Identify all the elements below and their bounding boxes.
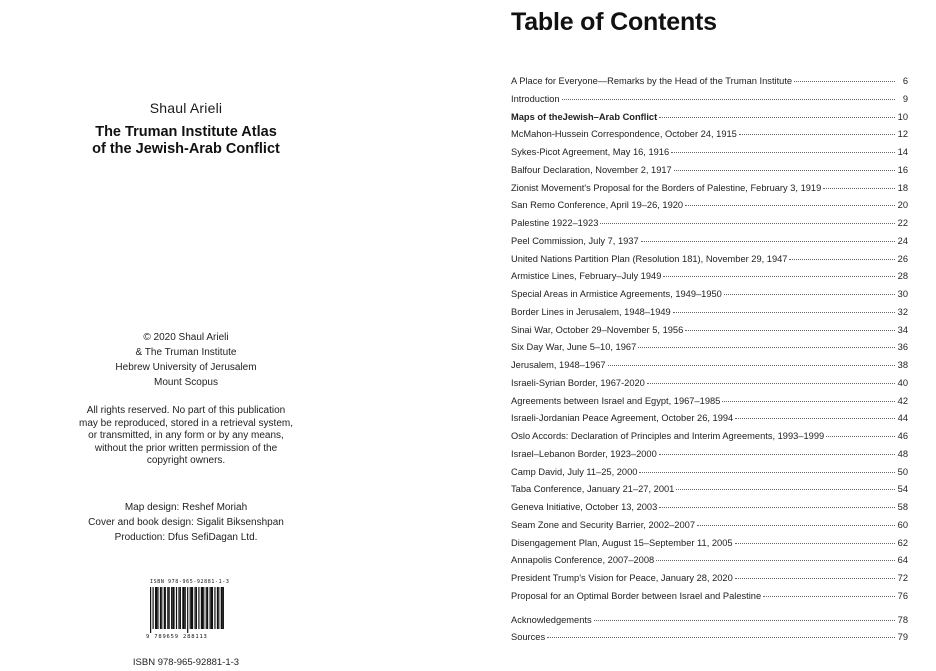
toc-entry-page: 54 (897, 484, 908, 495)
toc-entry[interactable] (511, 396, 908, 414)
toc-entry[interactable] (511, 218, 908, 236)
toc-entry-page: 20 (897, 200, 908, 211)
toc-dot-leader (608, 364, 895, 366)
toc-entry-page: 22 (897, 218, 908, 228)
toc-dot-leader (735, 417, 894, 419)
toc-dot-leader (724, 293, 895, 295)
toc-entry-title: Disengagement Plan, August 15–September 11, 2005 (511, 537, 733, 548)
toc-dot-leader (674, 169, 895, 171)
barcode-image (150, 587, 224, 633)
credit-line: Cover and book design: Sigalit Biksenshpan (88, 517, 284, 528)
toc-entry-page: 62 (897, 537, 908, 548)
toc-entry[interactable] (511, 94, 908, 112)
toc-dot-leader (685, 204, 895, 206)
toc-entry[interactable] (511, 573, 908, 591)
toc-dot-leader (763, 595, 895, 597)
rights-line: copyright owners. (146, 455, 226, 466)
toc-entry-title: Israeli-Jordanian Peace Agreement, October 26, 1994 (511, 413, 734, 424)
toc-entry-page: 26 (897, 253, 908, 264)
toc-entry-page: 64 (897, 555, 908, 566)
toc-entry-page: 30 (897, 289, 908, 299)
toc-entry-page: 24 (897, 235, 908, 246)
toc-dot-leader (562, 98, 895, 100)
toc-entry-page: 72 (897, 573, 908, 583)
toc-entry-page: 76 (897, 590, 908, 601)
toc-dot-leader (676, 488, 894, 490)
toc-entry-page: 28 (897, 271, 908, 282)
toc-entry[interactable] (511, 520, 908, 538)
toc-dot-leader (735, 577, 895, 579)
toc-entry[interactable] (511, 200, 908, 218)
toc-entry-title: Special Areas in Armistice Agreements, 1949–1950 (511, 289, 722, 299)
barcode-isbn-label: ISBN 978-965-92881-1-3 (150, 579, 230, 585)
toc-entry-title: Border Lines in Jerusalem, 1948–1949 (511, 306, 671, 317)
toc-entry-page: 60 (897, 519, 908, 530)
right-page (468, 0, 936, 671)
book-title-line-1: The Truman Institute Atlas (95, 124, 277, 140)
toc-dot-leader (794, 80, 895, 82)
toc-dot-leader (685, 329, 894, 331)
toc-entry[interactable] (511, 236, 908, 254)
toc-entry-title: Peel Commission, July 7, 1937 (511, 235, 639, 246)
toc-entry[interactable] (511, 360, 908, 378)
toc-entry-page: 14 (897, 147, 908, 157)
toc-entry-title: Introduction (511, 93, 560, 104)
toc-entry-page: 9 (902, 93, 908, 104)
toc-dot-leader (697, 524, 895, 526)
toc-dot-leader (739, 133, 895, 135)
toc-entry[interactable] (511, 449, 908, 467)
copyright-line: © 2020 Shaul Arieli (143, 332, 229, 343)
toc-entry-page: 6 (902, 76, 908, 86)
toc-entry-title: President Trump's Vision for Peace, January 28, 2020 (511, 573, 733, 583)
toc-dot-leader (663, 275, 894, 277)
copyright-line: & The Truman Institute (135, 347, 237, 358)
copyright-line: Mount Scopus (154, 377, 218, 388)
toc-dot-leader (722, 400, 894, 402)
toc-dot-leader (673, 311, 895, 313)
barcode-digits: 9 789659 288113 (146, 634, 208, 640)
toc-entry[interactable] (511, 271, 908, 289)
toc-entry[interactable] (511, 342, 908, 360)
toc-heading: Table of Contents (511, 8, 717, 36)
toc-entry-title: Geneva Initiative, October 13, 2003 (511, 502, 658, 512)
toc-entry-title: Balfour Declaration, November 2, 1917 (511, 164, 672, 175)
toc-entry[interactable] (511, 165, 908, 183)
toc-entry[interactable] (511, 632, 908, 650)
toc-dot-leader (826, 435, 894, 437)
toc-entry[interactable] (511, 183, 908, 201)
toc-entry[interactable] (511, 76, 908, 94)
toc-entry[interactable] (511, 147, 908, 165)
copyright-line: Hebrew University of Jerusalem (115, 362, 257, 373)
toc-entry[interactable] (511, 555, 908, 573)
toc-entry-title: Sinai War, October 29–November 5, 1956 (511, 324, 684, 335)
toc-dot-leader (547, 636, 895, 638)
toc-entry-page: 44 (897, 413, 908, 424)
toc-entry-page: 34 (897, 324, 908, 335)
toc-entry[interactable] (511, 289, 908, 307)
toc-entry[interactable] (511, 325, 908, 343)
toc-entry-title: Six Day War, June 5–10, 1967 (511, 342, 637, 353)
toc-entry-page: 78 (897, 614, 908, 625)
toc-entry-title: McMahon-Hussein Correspondence, October 24, 1915 (511, 129, 737, 140)
copyright-block (0, 330, 372, 390)
toc-entry-page: 38 (897, 360, 908, 370)
toc-entry-title: Acknowledgements (511, 614, 592, 625)
toc-dot-leader (641, 240, 895, 242)
toc-entry[interactable] (511, 112, 908, 130)
toc-entry[interactable] (511, 538, 908, 556)
toc-entry[interactable] (511, 431, 908, 449)
rights-notice (0, 405, 372, 468)
rights-line: All rights reserved. No part of this publication (86, 405, 286, 416)
toc-dot-leader (594, 619, 895, 621)
toc-dot-leader (789, 258, 894, 260)
toc-entry-title: Agreements between Israel and Egypt, 1967–1985 (511, 395, 721, 406)
credit-line: Map design: Reshef Moriah (124, 502, 248, 513)
toc-entry-page: 18 (897, 182, 908, 193)
toc-entry-title: Taba Conference, January 21–27, 2001 (511, 484, 675, 495)
toc-dot-leader (671, 151, 895, 153)
toc-entry-title: Israeli-Syrian Border, 1967-2020 (511, 377, 645, 388)
toc-entry-page: 50 (897, 466, 908, 477)
toc-list (511, 76, 908, 650)
toc-dot-leader (656, 559, 894, 561)
toc-entry-title: Palestine 1922–1923 (511, 218, 599, 228)
toc-entry[interactable] (511, 254, 908, 272)
book-title (0, 124, 372, 158)
toc-entry-title: Seam Zone and Security Barrier, 2002–2007 (511, 519, 695, 530)
toc-entry-page: 58 (897, 502, 908, 512)
toc-dot-leader (659, 453, 895, 455)
rights-line: or transmitted, in any form or by any means, (88, 430, 284, 441)
toc-entry-title: Sources (511, 632, 546, 643)
toc-entry-page: 48 (897, 448, 908, 459)
toc-entry-title: Armistice Lines, February–July 1949 (511, 271, 662, 282)
toc-entry-title: Zionist Movement's Proposal for the Borders of Palestine, February 3, 1919 (511, 182, 822, 193)
toc-entry-title: Sykes-Picot Agreement, May 16, 1916 (511, 147, 670, 157)
toc-entry-title: Oslo Accords: Declaration of Principles and Interim Agreements, 1993–1999 (511, 431, 825, 441)
toc-dot-leader (659, 116, 894, 118)
rights-line: may be reproduced, stored in a retrieval system, (79, 417, 293, 429)
toc-entry[interactable] (511, 591, 908, 609)
toc-dot-leader (600, 222, 894, 224)
credit-line: Production: Dfus SefiDagan Ltd. (114, 532, 258, 543)
toc-entry[interactable] (511, 378, 908, 396)
toc-entry[interactable] (511, 413, 908, 431)
toc-entry[interactable] (511, 502, 908, 520)
toc-entry-page: 40 (897, 377, 908, 388)
toc-entry-title: Annapolis Conference, 2007–2008 (511, 555, 655, 566)
author-name: Shaul Arieli (149, 100, 223, 116)
credits-block (0, 500, 372, 545)
rights-line: without the prior written permission of the (94, 442, 278, 454)
toc-entry-title: Camp David, July 11–25, 2000 (511, 466, 638, 477)
isbn-text: ISBN 978-965-92881-1-3 (132, 657, 240, 668)
toc-entry-page: 12 (897, 129, 908, 140)
toc-entry-title: San Remo Conference, April 19–26, 1920 (511, 200, 684, 211)
toc-entry[interactable] (511, 467, 908, 485)
toc-dot-leader (659, 506, 894, 508)
toc-dot-leader (823, 187, 894, 189)
toc-entry[interactable] (511, 129, 908, 147)
toc-entry-page: 10 (897, 111, 908, 122)
toc-entry-title: Jerusalem, 1948–1967 (511, 360, 606, 370)
toc-entry[interactable] (511, 307, 908, 325)
toc-dot-leader (638, 346, 894, 348)
toc-entry[interactable] (511, 484, 908, 502)
toc-entry-title: Maps of theJewish–Arab Conflict (511, 111, 658, 122)
toc-dot-leader (647, 382, 895, 384)
toc-entry-title: A Place for Everyone—Remarks by the Head of the Truman Institute (511, 76, 793, 86)
toc-dot-leader (639, 471, 894, 473)
book-title-line-2: of the Jewish-Arab Conflict (92, 141, 280, 157)
toc-entry-page: 16 (897, 164, 908, 175)
toc-entry[interactable] (511, 615, 908, 633)
toc-entry-page: 46 (897, 431, 908, 441)
toc-entry-title: United Nations Partition Plan (Resolution 181), November 29, 1947 (511, 253, 788, 264)
toc-entry-title: Proposal for an Optimal Border between Israel and Palestine (511, 590, 762, 601)
toc-entry-page: 42 (897, 395, 908, 406)
toc-entry-page: 32 (897, 306, 908, 317)
toc-entry-page: 36 (897, 342, 908, 353)
toc-entry-title: Israel–Lebanon Border, 1923–2000 (511, 448, 657, 459)
toc-dot-leader (735, 542, 895, 544)
toc-entry-page: 79 (897, 632, 908, 643)
